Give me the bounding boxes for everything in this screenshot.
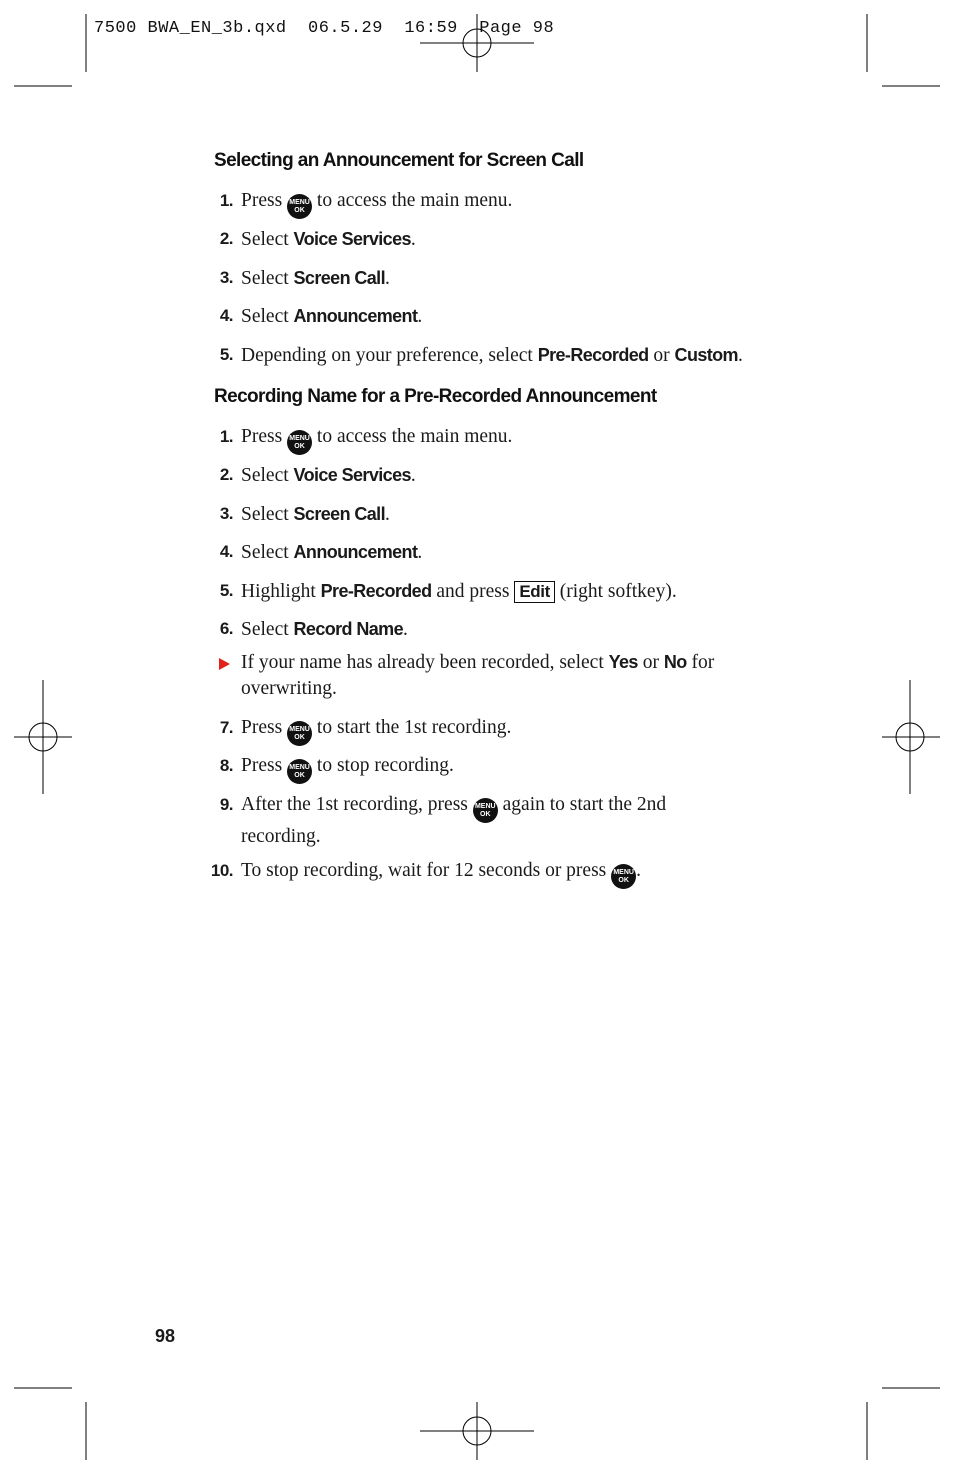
menu-ok-key-icon: MENU OK — [611, 864, 636, 889]
menu-ok-key-icon: MENU OK — [287, 721, 312, 746]
menu-option: Announcement — [293, 306, 418, 326]
menu-ok-key-icon: MENU OK — [287, 759, 312, 784]
bullet-note: If your name has already been recorded, select Yes or No for overwriting. — [214, 649, 814, 702]
menu-option: Record Name — [293, 619, 403, 639]
list-item: 4. Select Announcement. — [214, 538, 814, 567]
menu-ok-key-icon: MENU OK — [287, 194, 312, 219]
list-item: 6. Select Record Name. — [214, 615, 814, 644]
list-item: 7. Press MENU OK to start the 1st recording. — [214, 714, 814, 746]
step-number: 3. — [219, 504, 233, 523]
list-item: 1. Press MENU OK to access the main menu. — [214, 187, 814, 219]
menu-ok-key-icon: MENU OK — [473, 798, 498, 823]
list-item: 2. Select Voice Services. — [214, 461, 814, 490]
section-heading-recording-name: Recording Name for a Pre-Recorded Announcement — [214, 386, 657, 407]
step-number: 5. — [219, 345, 233, 364]
print-slug: 7500 BWA_EN_3b.qxd 06.5.29 16:59 Page 98 — [94, 19, 555, 38]
section-heading-announcement: Selecting an Announcement for Screen Call — [214, 150, 584, 171]
step-number: 7. — [219, 718, 233, 737]
step-number: 1. — [219, 427, 233, 446]
list-item: 8. Press MENU OK to stop recording. — [214, 752, 814, 784]
menu-option: No — [663, 652, 687, 672]
menu-ok-key-icon: MENU OK — [287, 430, 312, 455]
list-item: 10. To stop recording, wait for 12 seconds or press MENU OK . — [214, 857, 814, 889]
menu-option: Yes — [608, 652, 638, 672]
list-item: 5. Depending on your preference, select Pre-Recorded or Custom. — [214, 341, 814, 370]
menu-option: Pre-Recorded — [320, 581, 432, 601]
list-item: 4. Select Announcement. — [214, 302, 814, 331]
step-number: 8. — [219, 756, 233, 775]
edit-softkey-label: Edit — [514, 581, 555, 603]
step-number: 6. — [219, 619, 233, 638]
step-number: 2. — [219, 465, 233, 484]
step-number: 3. — [219, 268, 233, 287]
menu-option: Custom — [674, 345, 738, 365]
menu-option: Pre-Recorded — [537, 345, 649, 365]
step-number: 10. — [210, 861, 233, 880]
menu-option: Announcement — [293, 542, 418, 562]
triangle-bullet-icon — [219, 658, 230, 670]
step-number: 9. — [219, 795, 233, 814]
step-number: 1. — [219, 191, 233, 210]
list-item: 1. Press MENU OK to access the main menu. — [214, 423, 814, 455]
page-number: 98 — [155, 1326, 176, 1346]
list-item: 2. Select Voice Services. — [214, 225, 814, 254]
menu-option: Screen Call — [293, 504, 385, 524]
step-number: 2. — [219, 229, 233, 248]
list-item: 5. Highlight Pre-Recorded and press Edit (right softkey). — [214, 577, 814, 606]
menu-option: Voice Services — [293, 229, 411, 249]
menu-option: Voice Services — [293, 465, 411, 485]
menu-option: Screen Call — [293, 268, 385, 288]
list-item: 3. Select Screen Call. — [214, 264, 814, 293]
step-number: 5. — [219, 581, 233, 600]
step-number: 4. — [219, 306, 233, 325]
list-item: 9. After the 1st recording, press MENU OK again to start the 2nd recording. — [214, 791, 714, 851]
list-item: 3. Select Screen Call. — [214, 500, 814, 529]
step-number: 4. — [219, 542, 233, 561]
